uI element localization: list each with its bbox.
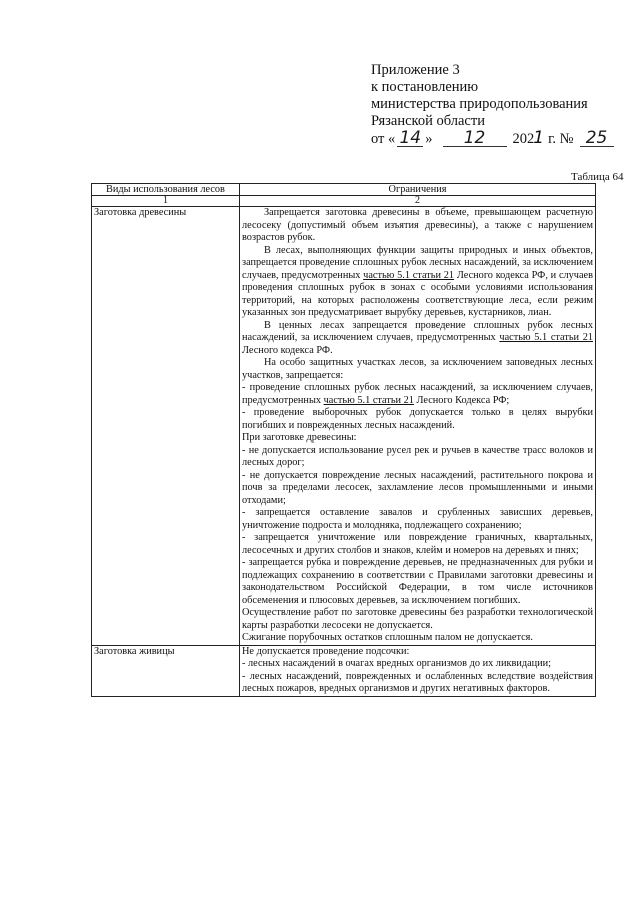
restrictions-cell: [240, 645, 596, 696]
restriction-paragraph: При заготовке древесины:: [242, 432, 357, 443]
paragraph-text: Лесного кодекса РФ, и случаев проведения сплошных рубок в зонах с особыми условиями использования территорий, на которых расположены соответствующие леса, если режим указанных зон предусматривает вырубку деревьев, кустарников, лиан.: [242, 269, 593, 318]
restriction-paragraph: [242, 382, 593, 407]
handwritten-number: 25: [580, 130, 614, 147]
table-row: [92, 207, 596, 646]
date-prefix: от «: [371, 131, 396, 147]
appendix-title: Приложение 3: [371, 62, 460, 78]
paragraph-text: Лесного Кодекса РФ;: [413, 394, 510, 406]
law-link[interactable]: частью 5.1 статьи 21: [323, 394, 414, 406]
col-number-2: 2: [240, 196, 596, 207]
col-header-usage: Виды использования лесов: [92, 184, 240, 196]
restriction-paragraph: На особо защитных участках лесов, за исключением заповедных лесных участков, запрещается:: [242, 357, 593, 381]
restriction-paragraph: - запрещается уничтожение или повреждение граничных, квартальных, лесосечных и других столбов и знаков, клейм и номеров на деревьях и пнях;: [242, 532, 593, 556]
handwritten-day: 14: [397, 130, 423, 147]
restriction-paragraph: Запрещается заготовка древесины в объеме, превышающем расчетную лесосеку (допустимый объем изъятия древесины), а также с нарушением возрастов рубок.: [242, 207, 593, 243]
handwritten-year-digit: 1: [533, 128, 545, 148]
restriction-paragraph: - не допускается повреждение лесных насаждений, растительного покрова и почв за пределами лесосек, захламление лесов промышленными и иными отходами;: [242, 469, 593, 506]
paragraph-text: Лесного кодекса РФ.: [242, 344, 333, 356]
restriction-paragraph: Сжигание порубочных остатков сплошным палом не допускается.: [242, 632, 533, 643]
header-line-4: Рязанской области: [371, 113, 485, 129]
table-label: Таблица 64: [571, 171, 624, 183]
document-header: [371, 62, 621, 148]
resolution-date-line: [371, 130, 621, 148]
restriction-paragraph: Не допускается проведение подсочки:: [242, 645, 410, 657]
header-line-2: к постановлению: [371, 79, 479, 95]
restriction-paragraph: - запрещается оставление завалов и срубленных зависших деревьев, уничтожение подроста и молодняка, подлежащего сохранению;: [242, 507, 593, 531]
date-mid: »: [425, 131, 433, 147]
restrictions-table: [91, 183, 596, 697]
table-number-row: [92, 196, 596, 207]
col-header-restrictions: Ограничения: [240, 184, 596, 196]
restriction-paragraph: - запрещается рубка и повреждение деревьев, не предназначенных для рубки и подлежащих сохранению в соответствии с Правилами заготовки древесины и законодательством Российской Федерации, в том числе источников обсеменения и плюсовых деревьев, за исключением погибших.: [242, 557, 593, 606]
number-prefix: г. №: [548, 131, 574, 147]
restriction-paragraph: - лесных насаждений в очагах вредных организмов до их ликвидации;: [242, 658, 552, 669]
col-number-1: 1: [92, 196, 240, 207]
table-row: [92, 645, 596, 696]
law-link[interactable]: частью 5.1 статьи 21: [363, 269, 455, 281]
restriction-paragraph: - не допускается использование русел рек и ручьев в качестве трасс волоков и лесных дорог;: [242, 444, 593, 468]
usage-type-cell: Заготовка древесины: [92, 207, 240, 646]
law-link[interactable]: частью 5.1 статьи 21: [499, 332, 593, 343]
restriction-paragraph: [242, 320, 593, 358]
header-line-3: министерства природопользования: [371, 96, 588, 112]
paragraph-text: В лесах, выполняющих функции защиты природных и иных объектов, запрещается проведение сплошных рубок лесных насаждений, за исключением случаев, предусмотренных: [242, 244, 593, 281]
restriction-paragraph: [242, 245, 593, 320]
restriction-paragraph: Осуществление работ по заготовке древесины без разработки технологической карты разработки лесосеки не допускается.: [242, 607, 593, 631]
restrictions-cell: [240, 207, 596, 646]
paragraph-text: - проведение сплошных рубок лесных насаждений, за исключением случаев, предусмотренных: [242, 382, 593, 406]
paragraph-text: В ценных лесах запрещается проведение сплошных рубок лесных насаждений, за исключением случаев, предусмотренных: [242, 319, 593, 343]
handwritten-month: 12: [443, 130, 507, 147]
restriction-paragraph: - лесных насаждений, поврежденных и ослабленных вследствие воздействия лесных пожаров, вредных организмов и других негативных факторов.: [242, 670, 593, 694]
restriction-paragraph: - проведение выборочных рубок допускается только в целях вырубки погибших и поврежденных лесных насаждений.: [242, 407, 593, 431]
usage-type-cell: Заготовка живицы: [92, 645, 240, 696]
table-header-row: [92, 184, 596, 196]
year-prefix: 202: [512, 131, 535, 147]
